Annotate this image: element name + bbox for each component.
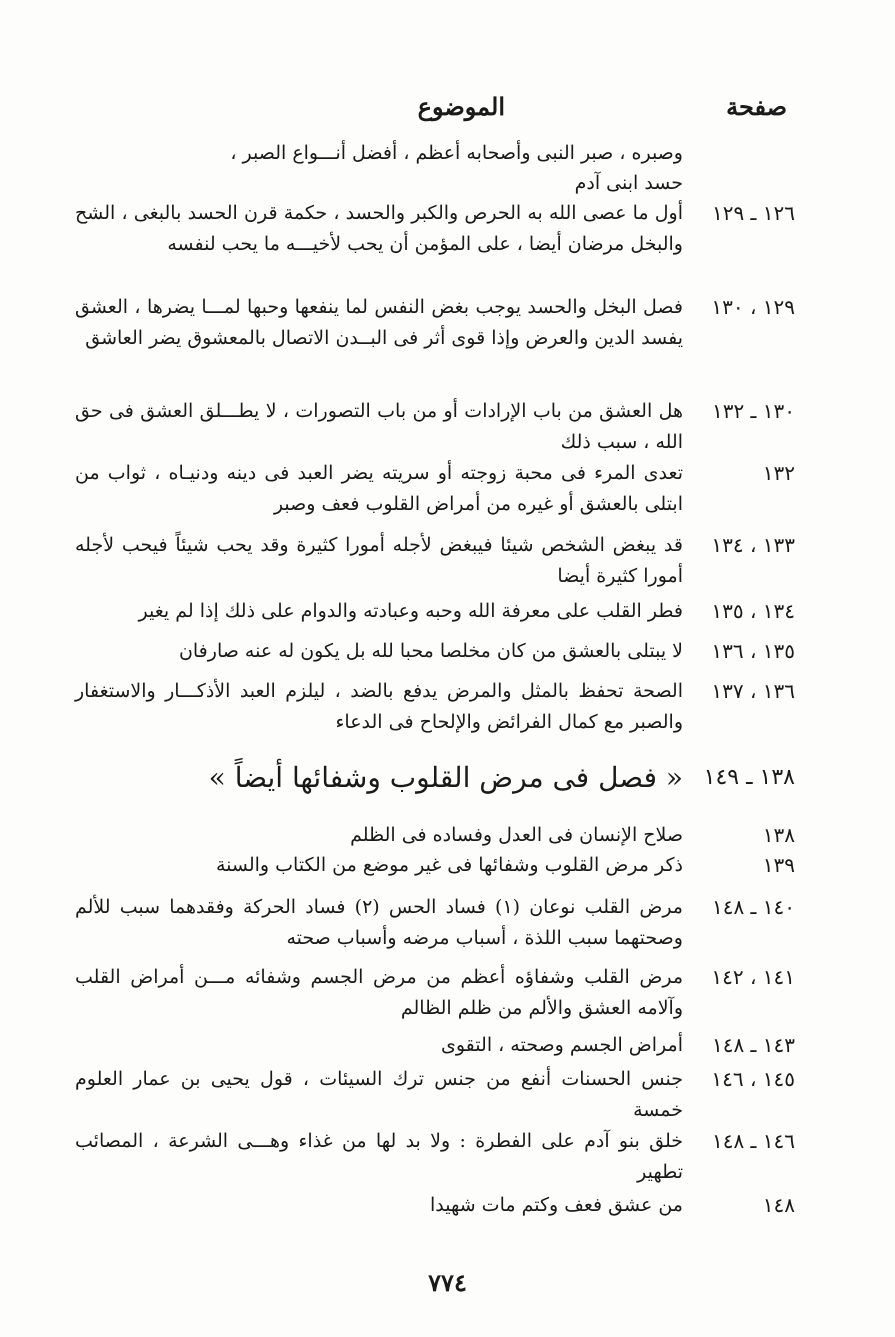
page-column-header: صفحة — [726, 92, 787, 121]
entry-text: هل العشق من باب الإرادات أو من باب التصورات ، لا يطـــلق العشق فى حق الله ، سبب ذلك — [75, 400, 683, 453]
entry-text: مرض القلب وشفاؤه أعظم من مرض الجسم وشفائه مـــن أمراض القلب وآلامه العشق والألم من ظلم الظالم — [75, 966, 683, 1019]
section-heading — [75, 758, 795, 798]
entry-text: خلق بنو آدم على الفطرة : ولا بد لها من غذاء وهـــى الشرعة ، المصائب تطهير — [75, 1130, 683, 1183]
entry-text: فصل البخل والحسد يوجب بغض النفس لما ينفعها وحبها لمـــا يضرها ، العشق يفسد الدين والعرض وإذا قوى أثر فى البــدن الاتصال بالمعشوق يضر العاشق — [75, 296, 683, 349]
intro-line: وصبره ، صبر النبى وأصحابه أعظم ، أفضل أنـــواع الصبر ، — [230, 142, 683, 164]
entry-text: جنس الحسنات أنفع من جنس ترك السيئات ، قول يحيى بن عمار العلوم خمسة — [75, 1068, 683, 1121]
toc-entry — [75, 530, 795, 592]
entry-text: من عشق فعف وكتم مات شهيدا — [429, 1194, 683, 1216]
entry-text: تعدى المرء فى محبة زوجته أو سريته يضر العبد فى دينه ودنيـاه ، ثواب من ابتلى بالعشق أو غيره من أمراض القلوب فعف وصبر — [75, 462, 683, 515]
toc-entry — [75, 292, 795, 354]
entry-pages: ١٣٨ — [762, 823, 795, 847]
entry-text: أول ما عصى الله به الحرص والكبر والحسد ، حكمة قرن الحسد بالبغى ، الشح والبخل مرضان أيضا ، على المؤمن أن يحب لأخيـــه ما يحب لنفسه — [75, 202, 683, 255]
toc-entry — [75, 1126, 795, 1188]
entry-pages: ١٤٥ ، ١٤٦ — [711, 1067, 795, 1091]
entry-text: مرض القلب نوعان (١) فساد الحس (٢) فساد الحركة وفقدهما سبب للألم وصحتهما سبب اللذة ، أسباب مرضه وأسباب صحته — [75, 896, 683, 949]
toc-entry — [75, 676, 795, 738]
entry-pages: ١٣٣ ، ١٣٤ — [711, 533, 795, 557]
entry-pages: ١٢٩ ، ١٣٠ — [711, 295, 795, 319]
intro-line: حسد ابنى آدم — [574, 172, 683, 194]
entry-pages: ١٣٢ — [762, 461, 795, 485]
entry-pages: ١٤٣ ـ ١٤٨ — [711, 1033, 795, 1057]
entry-pages: ١٤٦ ـ ١٤٨ — [711, 1129, 795, 1153]
entry-pages: ١٤٠ ـ ١٤٨ — [711, 895, 795, 919]
entry-text: قد يبغض الشخص شيئا فيبغض لأجله أمورا كثيرة وقد يحب شيئاً فيحب لأجله أمورا كثيرة أيضا — [75, 534, 683, 587]
entry-text: ذكر مرض القلوب وشفائها فى غير موضع من الكتاب والسنة — [215, 854, 683, 876]
entry-pages: ١٣٤ ، ١٣٥ — [711, 599, 795, 623]
toc-entry — [75, 636, 795, 667]
entry-pages: ١٤١ ، ١٤٢ — [711, 965, 795, 989]
entry-pages: ١٣٩ — [762, 853, 795, 877]
section-pages: ١٣٨ ـ ١٤٩ — [703, 765, 795, 790]
entry-pages: ١٤٨ — [762, 1193, 795, 1217]
entry-text: أمراض الجسم وصحته ، التقوى — [441, 1034, 683, 1056]
entry-pages: ١٣٥ ، ١٣٦ — [711, 639, 795, 663]
entry-text: لا يبتلى بالعشق من كان مخلصا محبا لله بل يكون له عنه صارفان — [178, 640, 683, 662]
toc-entry — [75, 1064, 795, 1126]
toc-entry — [75, 892, 795, 954]
toc-entry — [75, 1030, 795, 1061]
entry-pages: ١٣٦ ، ١٣٧ — [711, 679, 795, 703]
entry-text: صلاح الإنسان فى العدل وفساده فى الظلم — [350, 824, 683, 846]
toc-entry — [75, 458, 795, 520]
toc-entry — [75, 962, 795, 1024]
toc-entry — [75, 198, 795, 260]
entry-pages: ١٢٦ ـ ١٢٩ — [711, 201, 795, 225]
page-number: ٧٧٤ — [428, 1268, 467, 1297]
toc-entry — [75, 820, 795, 851]
toc-entry — [75, 396, 795, 458]
entry-text: فطر القلب على معرفة الله وحبه وعبادته والدوام على ذلك إذا لم يغير — [138, 600, 683, 622]
toc-entry — [75, 1190, 795, 1221]
toc-entry — [75, 596, 795, 627]
toc-entry — [75, 850, 795, 881]
entry-pages: ١٣٠ ـ ١٣٢ — [711, 399, 795, 423]
entry-text: الصحة تحفظ بالمثل والمرض يدفع بالضد ، ليلزم العبد الأذكـــار والاستغفار والصبر مع كمال الفرائض والإلحاح فى الدعاء — [75, 680, 683, 733]
section-title: « فصل فى مرض القلوب وشفائها أيضاً » — [208, 761, 683, 794]
topic-column-header: الموضوع — [417, 92, 505, 121]
